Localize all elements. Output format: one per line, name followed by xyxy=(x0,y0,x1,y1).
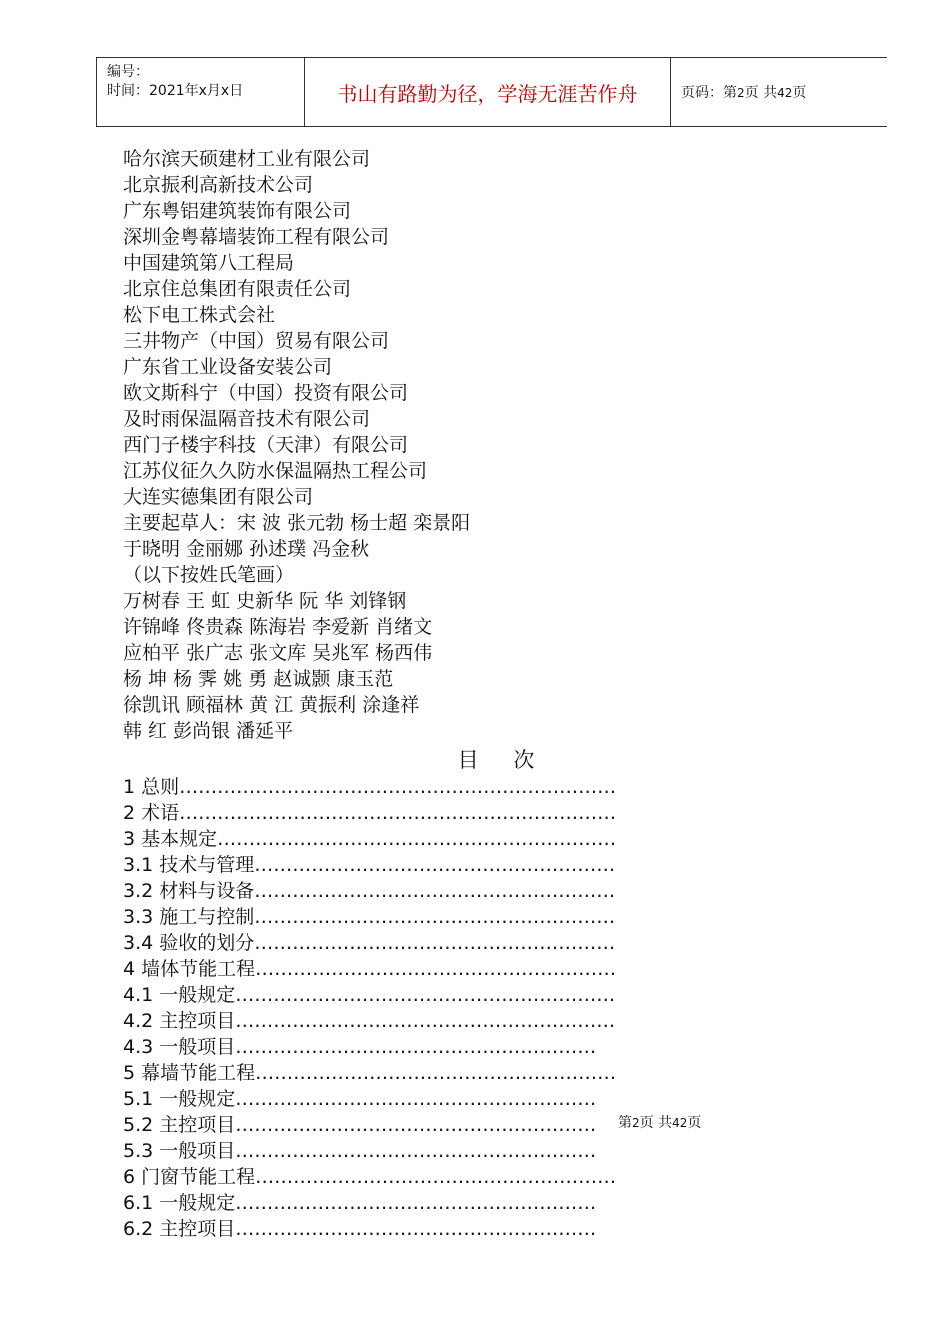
page-total: 42 xyxy=(777,86,793,100)
page-current: 2 xyxy=(737,86,745,100)
company-line: 江苏仪征久久防水保温隔热工程公司 xyxy=(123,460,428,482)
page-mid: 页 共 xyxy=(744,85,778,101)
document-time-label: 时间：2021年x月x日 xyxy=(107,83,244,99)
header-page-cell xyxy=(671,58,886,126)
header-page-number xyxy=(681,82,806,102)
drafter-line: 于晓明 金丽娜 孙述璞 冯金秋 xyxy=(123,538,370,560)
page-header xyxy=(96,57,887,127)
toc-entry[interactable]: 3.1 技术与管理………………………………………………… xyxy=(123,854,616,876)
drafter-line: 徐凯讯 顾福林 黄 江 黄振利 涂逢祥 xyxy=(123,694,420,716)
header-info-cell xyxy=(97,58,305,126)
table-of-contents xyxy=(123,774,763,1242)
drafter-line: 许锦峰 佟贵森 陈海岩 李爱新 肖绪文 xyxy=(123,616,433,638)
drafter-line: 杨 坤 杨 霁 姚 勇 赵诚颢 康玉范 xyxy=(123,668,394,690)
toc-entry[interactable]: 6.2 主控项目………………………………………………… xyxy=(123,1218,597,1240)
page-suffix: 页 xyxy=(792,85,807,101)
toc-entry[interactable]: 5.2 主控项目………………………………………………… xyxy=(123,1114,597,1136)
drafter-line: 万树春 王 虹 史新华 阮 华 刘锋钢 xyxy=(123,590,407,612)
company-line: 三井物产（中国）贸易有限公司 xyxy=(123,330,390,352)
footer-total: 42 xyxy=(672,1116,688,1130)
toc-entry[interactable]: 5 幕墙节能工程………………………………………………… xyxy=(123,1062,617,1084)
company-line: 哈尔滨天硕建材工业有限公司 xyxy=(123,148,371,170)
footer-prefix: 第 xyxy=(618,1115,632,1131)
toc-entry[interactable]: 4.2 主控项目…………………………………………………… xyxy=(123,1010,616,1032)
company-line: 欧文斯科宁（中国）投资有限公司 xyxy=(123,382,409,404)
company-line: 松下电工株式会社 xyxy=(123,304,276,326)
toc-entry[interactable]: 3.2 材料与设备………………………………………………… xyxy=(123,880,616,902)
toc-entry[interactable]: 4 墙体节能工程………………………………………………… xyxy=(123,958,617,980)
toc-entry[interactable]: 6 门窗节能工程………………………………………………… xyxy=(123,1166,617,1188)
toc-entry[interactable]: 3 基本规定……………………………………………………… xyxy=(123,828,617,850)
company-line: 及时雨保温隔音技术有限公司 xyxy=(123,408,371,430)
company-line: 北京住总集团有限责任公司 xyxy=(123,278,352,300)
company-line: 中国建筑第八工程局 xyxy=(123,252,295,274)
company-line: 西门子楼宇科技（天津）有限公司 xyxy=(123,434,409,456)
footer-current: 2 xyxy=(632,1116,640,1130)
drafter-line: （以下按姓氏笔画） xyxy=(123,564,295,586)
toc-entry[interactable]: 5.3 一般项目………………………………………………… xyxy=(123,1140,597,1162)
page-prefix: 页码：第 xyxy=(681,85,737,101)
toc-entry[interactable]: 1 总则…………………………………………………………… xyxy=(123,776,617,798)
toc-entry[interactable]: 4.3 一般项目………………………………………………… xyxy=(123,1036,597,1058)
toc-entry[interactable]: 3.4 验收的划分………………………………………………… xyxy=(123,932,616,954)
company-line: 深圳金粤幕墙装饰工程有限公司 xyxy=(123,226,390,248)
drafter-line: 主要起草人：宋 波 张元勃 杨士超 栾景阳 xyxy=(123,512,471,534)
toc-entry[interactable]: 4.1 一般规定…………………………………………………… xyxy=(123,984,616,1006)
company-line: 广东省工业设备安装公司 xyxy=(123,356,333,378)
header-motto-cell xyxy=(305,58,671,126)
toc-entry[interactable]: 2 术语…………………………………………………………… xyxy=(123,802,617,824)
footer-page-number xyxy=(618,1112,701,1132)
footer-mid: 页 共 xyxy=(639,1115,673,1131)
company-line: 北京振利高新技术公司 xyxy=(123,174,314,196)
document-number-label: 编号： xyxy=(107,64,149,80)
company-line: 大连实德集团有限公司 xyxy=(123,486,314,508)
toc-title: 目 次 xyxy=(457,748,549,772)
header-motto: 书山有路勤为径，学海无涯苦作舟 xyxy=(337,82,638,106)
drafter-line: 应柏平 张广志 张文库 吴兆军 杨西伟 xyxy=(123,642,433,664)
drafter-line: 韩 红 彭尚银 潘延平 xyxy=(123,720,294,742)
toc-entry[interactable]: 3.3 施工与控制………………………………………………… xyxy=(123,906,616,928)
toc-entry[interactable]: 5.1 一般规定………………………………………………… xyxy=(123,1088,597,1110)
footer-suffix: 页 xyxy=(687,1115,702,1131)
toc-entry[interactable]: 6.1 一般规定………………………………………………… xyxy=(123,1192,597,1214)
company-line: 广东粤铝建筑装饰有限公司 xyxy=(123,200,352,222)
